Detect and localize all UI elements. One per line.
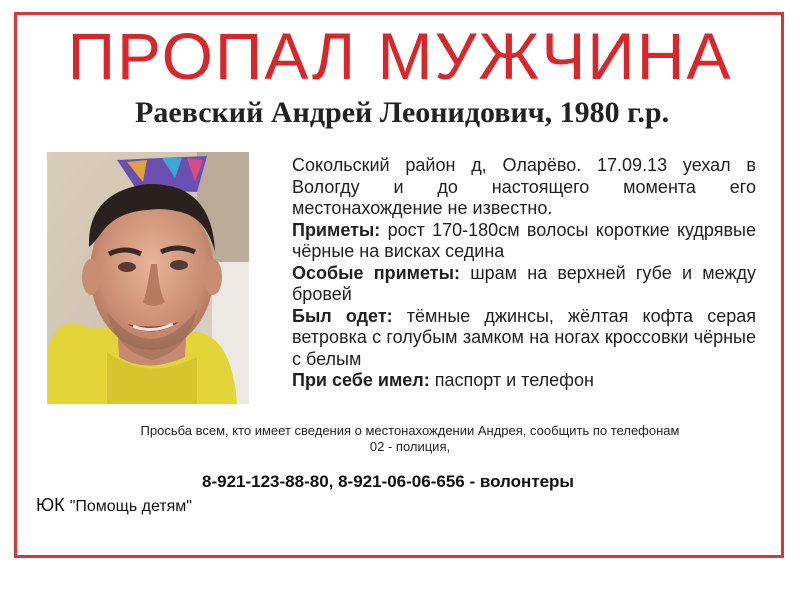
belongings-label: При себе имел: <box>292 370 430 390</box>
organization-signature <box>36 495 192 516</box>
special-signs-paragraph <box>292 263 756 306</box>
person-name: Раевский Андрей Леонидович, 1980 г.р. <box>135 96 670 129</box>
org-prefix: ЮК <box>36 495 65 515</box>
clothing-label: Был одет: <box>292 305 393 326</box>
special-signs-label: Особые приметы: <box>292 262 460 283</box>
request-line-2: 02 - полиция, <box>369 439 451 454</box>
clothing-paragraph <box>292 306 756 371</box>
circumstances-text: Сокольский район д, Оларёво. 17.09.13 уехал в Вологду и до настоящего момента его местонахождение не известно. <box>292 155 756 218</box>
contact-request <box>60 423 760 455</box>
person-photo <box>47 152 249 404</box>
signs-paragraph <box>292 220 756 263</box>
signs-label: Приметы: <box>292 219 381 240</box>
volunteer-phones: 8-921-123-88-80, 8-921-06-06-656 - волонтеры <box>202 472 574 491</box>
belongings-text: паспорт и телефон <box>434 370 594 390</box>
clothing-text: тёмные джинсы, жёлтая кофта серая ветровка с голубым замком на ногах кроссовки чёрные с белым <box>292 305 756 369</box>
belongings-paragraph <box>292 370 756 392</box>
org-name: "Помощь детям" <box>69 498 192 515</box>
description-block <box>292 155 756 392</box>
request-line-1: Просьба всем, кто имеет сведения о местонахождении Андрея, сообщить по телефонам <box>140 423 680 438</box>
poster-title: ПРОПАЛ МУЖЧИНА <box>67 19 733 93</box>
signs-text: рост 170-180см волосы короткие кудрявые чёрные на висках седина <box>292 219 756 261</box>
special-signs-text: шрам на верхней губе и между бровей <box>292 262 756 304</box>
